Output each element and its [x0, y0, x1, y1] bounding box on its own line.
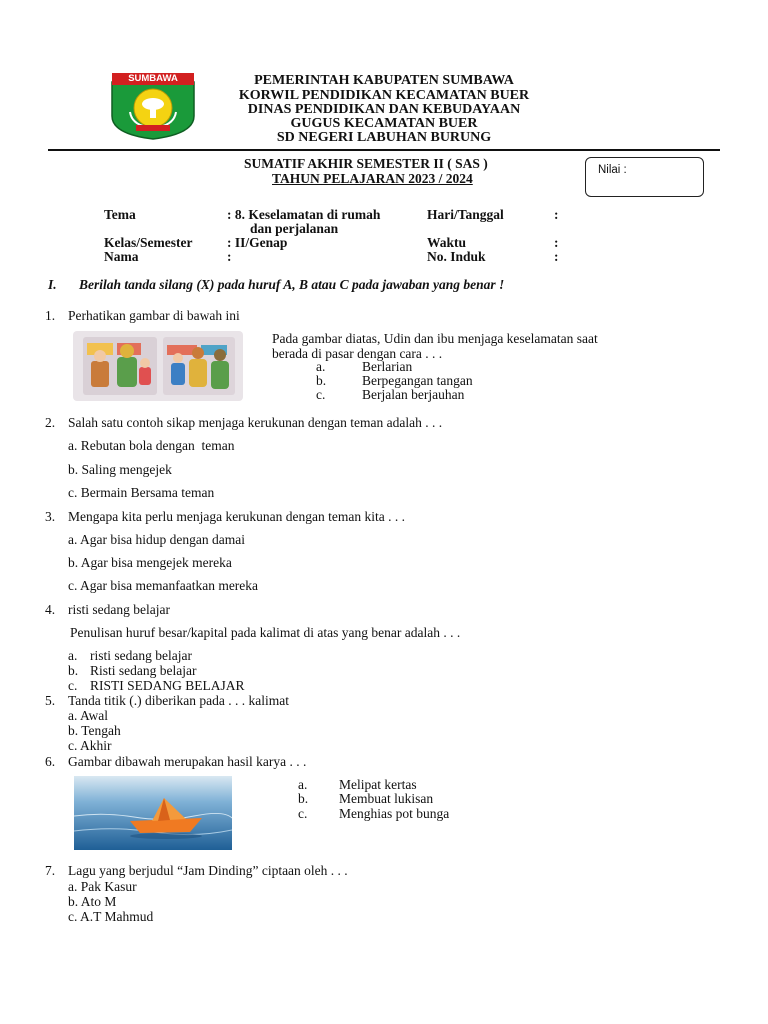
q4-option-b: Risti sedang belajar	[90, 663, 197, 678]
tema-value-cont: dan perjalanan	[250, 221, 339, 236]
q7-option-b: b. Ato M	[68, 894, 117, 909]
q3-text: Mengapa kita perlu menjaga kerukunan dengan teman kita . . .	[68, 509, 406, 524]
q6-option-c: Menghias pot bunga	[339, 806, 450, 821]
q6-option-a: Melipat kertas	[339, 777, 417, 792]
q5-option-a: a. Awal	[68, 708, 108, 723]
q2-option-b: b. Saling mengejek	[68, 462, 172, 477]
q6-option-b: Membuat lukisan	[339, 791, 434, 806]
q3-option-a: a. Agar bisa hidup dengan damai	[68, 532, 245, 547]
q2-option-c: c. Bermain Bersama teman	[68, 485, 215, 500]
hari-value: :	[554, 207, 559, 222]
induk-value: :	[554, 249, 559, 264]
header-line-2: KORWIL PENDIDIKAN KECAMATAN BUER	[238, 88, 530, 103]
header-line-3: DINAS PENDIDIKAN DAN KEBUDAYAAN	[247, 102, 521, 117]
q1-description-2: berada di pasar dengan cara . . .	[272, 346, 443, 361]
q1-option-b: Berpegangan tangan	[362, 373, 473, 388]
q1-option-c: Berjalan berjauhan	[362, 387, 465, 402]
section-number: I.	[48, 277, 57, 292]
q5-option-c: c. Akhir	[68, 738, 112, 753]
q7-option-c: c. A.T Mahmud	[68, 909, 154, 924]
induk-label: No. Induk	[427, 249, 486, 264]
nilai-label: Nilai :	[598, 164, 627, 176]
q6-option-c-letter: c.	[298, 806, 308, 821]
q2-text: Salah satu contoh sikap menjaga kerukunan dengan teman adalah . . .	[68, 415, 443, 430]
q7-number: 7.	[45, 863, 56, 878]
kelas-label: Kelas/Semester	[104, 235, 193, 250]
waktu-value: :	[554, 235, 559, 250]
tema-value: : 8. Keselamatan di rumah	[227, 207, 381, 222]
q4-option-c-letter: c.	[68, 678, 78, 693]
header-line-1: PEMERINTAH KABUPATEN SUMBAWA	[254, 73, 514, 88]
nilai-box	[585, 157, 704, 197]
exam-year: TAHUN PELAJARAN 2023 / 2024	[272, 171, 473, 186]
q7-text: Lagu yang berjudul “Jam Dinding” ciptaan oleh . . .	[68, 863, 348, 878]
header-divider	[48, 149, 720, 151]
q1-option-c-letter: c.	[316, 387, 326, 402]
logo-banner-text: SUMBAWA	[128, 73, 178, 84]
waktu-label: Waktu	[427, 235, 467, 250]
header-line-5: SD NEGERI LABUHAN BURUNG	[276, 130, 492, 145]
market-illustration	[73, 331, 243, 401]
q6-option-a-letter: a.	[298, 777, 308, 792]
exam-title: SUMATIF AKHIR SEMESTER II ( SAS )	[244, 156, 488, 171]
q1-option-a-letter: a.	[316, 359, 326, 374]
q4-option-a: risti sedang belajar	[90, 648, 192, 663]
header-line-4: GUGUS KECAMATAN BUER	[290, 116, 478, 131]
q4-option-a-letter: a.	[68, 648, 78, 663]
q6-number: 6.	[45, 754, 56, 769]
nama-value: :	[227, 249, 232, 264]
nama-label: Nama	[104, 249, 139, 264]
q4-number: 4.	[45, 602, 56, 617]
q3-number: 3.	[45, 509, 56, 524]
q1-option-b-letter: b.	[316, 373, 327, 388]
q3-option-b: b. Agar bisa mengejek mereka	[68, 555, 232, 570]
q4-subtext: Penulisan huruf besar/kapital pada kalimat di atas yang benar adalah . . .	[70, 625, 461, 640]
q3-option-c: c. Agar bisa memanfaatkan mereka	[68, 578, 259, 593]
q4-option-c: RISTI SEDANG BELAJAR	[90, 678, 245, 693]
hari-label: Hari/Tanggal	[427, 207, 504, 222]
q5-option-b: b. Tengah	[68, 723, 121, 738]
q5-text: Tanda titik (.) diberikan pada . . . kalimat	[68, 693, 289, 708]
q4-text: risti sedang belajar	[68, 602, 170, 617]
kelas-value: : II/Genap	[227, 235, 288, 250]
q2-option-a: a. Rebutan bola dengan teman	[68, 438, 235, 453]
q1-number: 1.	[45, 308, 56, 323]
q2-number: 2.	[45, 415, 56, 430]
q1-description-1: Pada gambar diatas, Udin dan ibu menjaga keselamatan saat	[272, 331, 598, 346]
q6-text: Gambar dibawah merupakan hasil karya . . .	[68, 754, 307, 769]
q6-option-b-letter: b.	[298, 791, 309, 806]
paper-boat-image	[74, 776, 232, 850]
q1-option-a: Berlarian	[362, 359, 413, 374]
q1-text: Perhatikan gambar di bawah ini	[68, 308, 240, 323]
q4-option-b-letter: b.	[68, 663, 79, 678]
section-instruction: Berilah tanda silang (X) pada huruf A, B atau C pada jawaban yang benar !	[79, 277, 505, 292]
tema-label: Tema	[104, 207, 136, 222]
q7-option-a: a. Pak Kasur	[68, 879, 137, 894]
q5-number: 5.	[45, 693, 56, 708]
